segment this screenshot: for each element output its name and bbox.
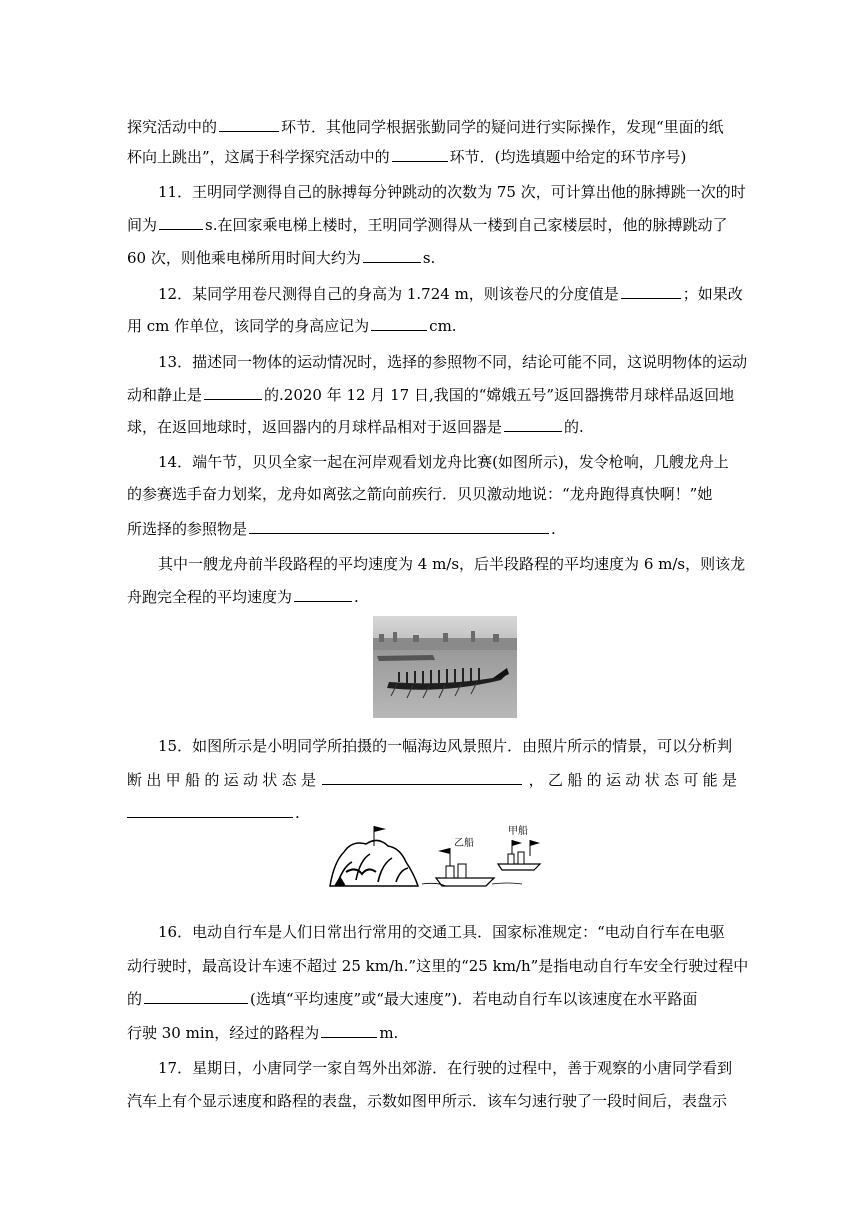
answer-blank[interactable] [321,1022,377,1038]
text-line: 60 次，则他乘电梯所用时间大约为 s. [127,249,436,267]
answer-blank[interactable] [144,988,248,1004]
text-line: 动行驶时，最高设计车速不超过 25 km/h.”这里的“25 km/h”是指电动自行车安全行驶过程中 [127,957,749,975]
text-line: 间为 s.在回家乘电梯上楼时，王明同学测得从一楼到自己家楼层时，他的脉搏跳动了 [127,216,728,234]
question-13: 13．描述同一物体的运动情况时，选择的参照物不同，结论可能不同，这说明物体的运动 [158,353,748,371]
text-line: 其中一艘龙舟前半段路程的平均速度为 4 m/s，后半段路程的平均速度为 6 m/s，则该龙 [158,555,746,573]
text-line: 舟跑完全程的平均速度为 . [127,588,359,606]
question-15: 15．如图所示是小明同学所拍摄的一幅海边风景照片．由照片所示的情景，可以分析判 [158,737,733,755]
text-line: 杯向上跳出”，这属于科学探究活动中的 环节．(均选填题中给定的环节序号) [127,148,687,166]
text-line: 汽车上有个显示速度和路程的表盘，示数如图甲所示．该车匀速行驶了一段时间后，表盘示 [127,1092,728,1110]
text-line: 的 (选填“平均速度”或“最大速度”)．若电动自行车以该速度在水平路面 [127,990,698,1008]
question-14: 14．端午节，贝贝全家一起在河岸观看划龙舟比赛(如图所示)，发令枪响，几艘龙舟上 [158,453,729,471]
text-line: 断出甲船的运动状态是 ，乙船的运动状态可能是 [127,771,737,789]
text-line: 用 cm 作单位，该同学的身高应记为 cm. [127,317,457,335]
text-line: 的参赛选手奋力划桨，龙舟如离弦之箭向前疾行．贝贝激动地说：“龙舟跑得真快啊！”她 [127,485,713,503]
text-line: 所选择的参照物是 . [127,520,556,538]
boat-a-label: 甲船 [508,826,528,837]
answer-blank[interactable] [392,146,448,162]
dragon-boat-photo [373,616,517,718]
answer-blank[interactable] [294,586,352,602]
text-line: 动和静止是 的.2020 年 12 月 17 日,我国的“嫦娥五号”返回器携带月球样品返回地 [127,386,735,404]
question-17: 17．星期日，小唐同学一家自驾外出郊游．在行驶的过程中，善于观察的小唐同学看到 [158,1059,733,1077]
text-line: 行驶 30 min，经过的路程为 m. [127,1024,399,1042]
answer-blank[interactable] [371,315,427,331]
answer-blank[interactable] [219,116,279,132]
text-line: 探究活动中的 环节．其他同学根据张勤同学的疑问进行实际操作，发现“里面的纸 [127,118,724,136]
answer-blank[interactable] [504,416,562,432]
seaside-sketch [326,822,546,888]
question-16: 16．电动自行车是人们日常出行常用的交通工具．国家标准规定：“电动自行车在电驱 [158,923,725,941]
text-line: . [127,802,737,823]
question-11: 11．王明同学测得自己的脉搏每分钟跳动的次数为 75 次，可计算出他的脉搏跳一次的时 [158,183,746,201]
text-line: 球，在返回地球时，返回器内的月球样品相对于返回器是 的. [127,418,584,436]
answer-blank[interactable] [159,214,203,230]
question-12: 12．某同学用卷尺测得自己的身高为 1.724 m，则该卷尺的分度值是 ；如果改 [158,285,743,303]
boat-b-label: 乙船 [454,838,474,849]
answer-blank[interactable] [322,769,522,785]
answer-blank[interactable] [621,283,681,299]
answer-blank[interactable] [127,802,293,818]
answer-blank[interactable] [204,384,262,400]
answer-blank[interactable] [363,247,421,263]
answer-blank[interactable] [249,518,549,534]
